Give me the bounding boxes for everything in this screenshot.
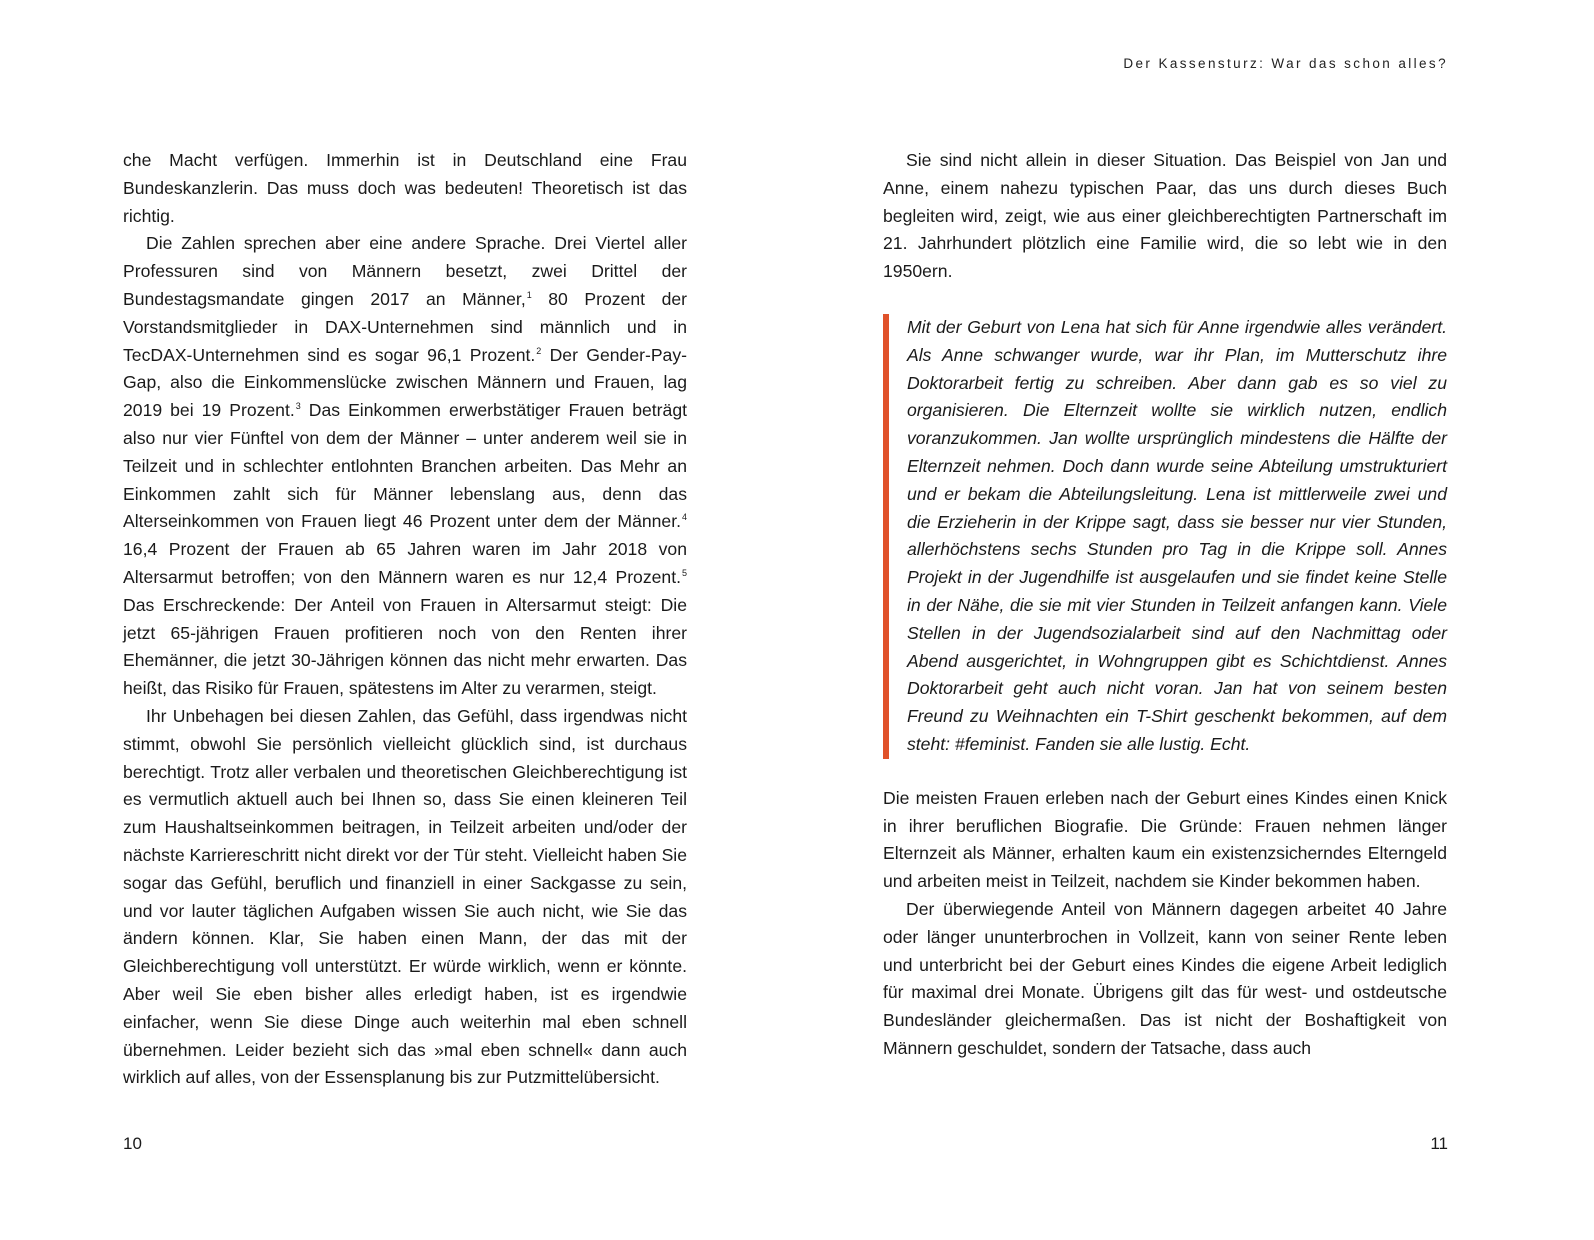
right-page — [797, 0, 1594, 1240]
left-paragraph-2-text-d: Das Einkommen erwerbstätiger Frauen beträgt also nur vier Fünftel von dem der Männer – unter anderem weil sie in Teilzeit und in schlechter entlohnten Branchen arbeiten. Das Mehr an Einkommen zahlt sich für Männer lebenslang aus, denn das Alterseinkommen von Frauen liegt 46 Prozent unter dem der Männer. — [123, 400, 687, 532]
left-paragraph-3-text: Ihr Unbehagen bei diesen Zahlen, das Gefühl, dass irgendwas nicht stimmt, obwohl Sie persönlich vielleicht glücklich sind, ist durchaus berechtigt. Trotz aller verbalen und theoretischen Gleichberechtigung ist es vermutlich aktuell auch bei Ihnen so, dass Sie einen kleineren Teil zum Haushaltseinkommen beitragen, in Teilzeit arbeiten und/oder der nächste Karriereschritt nicht direkt vor der Tür steht. Vielleicht haben Sie sogar das Gefühl, beruflich und finanziell in einer Sackgasse zu sein, und vor lauter täglichen Aufgaben wissen Sie auch nicht, wie Sie das ändern können. Klar, Sie haben einen Mann, der das mit der Gleichberechtigung voll unterstützt. Er würde wirklich, wenn er könnte. Aber weil Sie eben bisher alles erledigt haben, ist es irgendwie einfacher, wenn Sie diese Dinge auch weiterhin mal eben schnell übernehmen. Leider bezieht sich das »mal eben schnell« dann auch wirklich auf alles, von der Essensplanung bis zur Putzmittelübersicht. — [123, 705, 687, 1088]
left-paragraph-2-text-c: Der Gender-Pay-Gap, also die Einkommenslücke zwischen Männern und Frauen, lag 2019 bei 19 Prozent. — [123, 344, 687, 421]
left-paragraph-1 — [123, 147, 687, 230]
left-paragraph-2-text-a: Die Zahlen sprechen aber eine andere Sprache. Drei Viertel aller Professuren sind von Männern besetzt, zwei Drittel der Bundestagsmandate gingen 2017 an Männer, — [123, 233, 687, 309]
right-intro-paragraph: Sie sind nicht allein in dieser Situation. Das Beispiel von Jan und Anne, einem nahezu typischen Paar, das uns durch dieses Buch begleiten wird, zeigt, wie aus einer gleichberechtigten Partnerschaft im 21. Jahrhundert plötzlich eine Familie wird, die so lebt wie in den 1950ern. — [883, 150, 1447, 282]
footnote-ref-2: 2 — [536, 345, 542, 356]
left-text-column — [123, 147, 687, 1092]
left-paragraph-2-text-f: Das Erschreckende: Der Anteil von Frauen in Altersarmut steigt: Die jetzt 65-jährigen Frauen profitieren noch von den Renten ihrer Ehemänner, die jetzt 30-Jährigen können das nicht mehr erwarten. Das heißt, das Risiko für Frauen, spätestens im Alter zu verarmen, steigt. — [123, 594, 687, 699]
footnote-ref-3: 3 — [295, 401, 301, 412]
quote-text: Mit der Geburt von Lena hat sich für Anne irgendwie alles verändert. Als Anne schwanger wurde, war ihr Plan, im Mutterschutz ihre Doktorarbeit fertig zu schreiben. Aber dann gab es so viel zu organisieren. Die Elternzeit wollte sie wirklich nutzen, endlich voranzukommen. Jan wollte ursprünglich mindestens die Hälfte der Elternzeit nehmen. Doch dann wurde seine Abteilung umstrukturiert und er bekam die Abteilungsleitung. Lena ist mittlerweile zwei und die Erzieherin in der Krippe sagt, dass sie besser nur vier Stunden, allerhöchstens sechs Stunden pro Tag in die Krippe soll. Annes Projekt in der Jugendhilfe ist ausgelaufen und sie findet keine Stelle in der Nähe, die sie mit vier Stunden in Teilzeit anfangen kann. Viele Stellen in der Jugendsozialarbeit sind auf den Nachmittag oder Abend ausgerichtet, in Wohngruppen gibt es Schichtdienst. Annes Doktorarbeit geht auch nicht voran. Jan hat von seinem besten Freund zu Weihnachten ein T-Shirt geschenkt bekommen, auf dem steht: #feminist. Fanden sie alle lustig. Echt. — [907, 316, 1447, 754]
right-paragraph-1: Die meisten Frauen erleben nach der Geburt eines Kindes einen Knick in ihrer beruflichen Biografie. Die Gründe: Frauen nehmen länger Elternzeit als Männer, erhalten kaum ein existenzsicherndes Elterngeld und arbeiten meist in Teilzeit, nachdem sie Kinder bekommen haben. — [883, 787, 1447, 892]
left-paragraph-1-text: che Macht verfügen. Immerhin ist in Deutschland eine Frau Bundeskanzlerin. Das muss doch was bedeuten! Theoretisch ist das richtig. — [123, 150, 687, 226]
right-text-column — [883, 147, 1447, 1063]
left-paragraph-2-text-b: 80 Prozent der Vorstandsmitglieder in DAX-Unternehmen sind männlich und in TecDAX-Unternehmen sind es sogar 96,1 Prozent. — [123, 288, 687, 365]
footnote-ref-4: 4 — [681, 512, 687, 523]
case-study-quote — [883, 314, 1447, 759]
running-head: Der Kassensturz: War das schon alles? — [1123, 56, 1448, 71]
footnote-ref-1: 1 — [526, 289, 532, 300]
page-number-right: 11 — [1430, 1134, 1448, 1153]
right-paragraph-2: Der überwiegende Anteil von Männern dagegen arbeitet 40 Jahre oder länger ununterbrochen in Vollzeit, kann von seiner Rente leben und unterbricht bei der Geburt eines Kindes die eigene Arbeit lediglich für maximal drei Monate. Übrigens gilt das für west- und ostdeutsche Bundesländer gleichermaßen. Das ist nicht der Boshaftigkeit von Männern geschuldet, sondern der Tatsache, dass auch — [883, 898, 1447, 1058]
left-paragraph-2 — [123, 230, 687, 703]
left-paragraph-3 — [123, 703, 687, 1092]
page-number-left: 10 — [123, 1134, 142, 1153]
left-paragraph-2-text-e: 16,4 Prozent der Frauen ab 65 Jahren waren im Jahr 2018 von Altersarmut betroffen; von den Männern waren es nur 12,4 Prozent. — [123, 539, 687, 587]
footnote-ref-5: 5 — [681, 567, 687, 578]
